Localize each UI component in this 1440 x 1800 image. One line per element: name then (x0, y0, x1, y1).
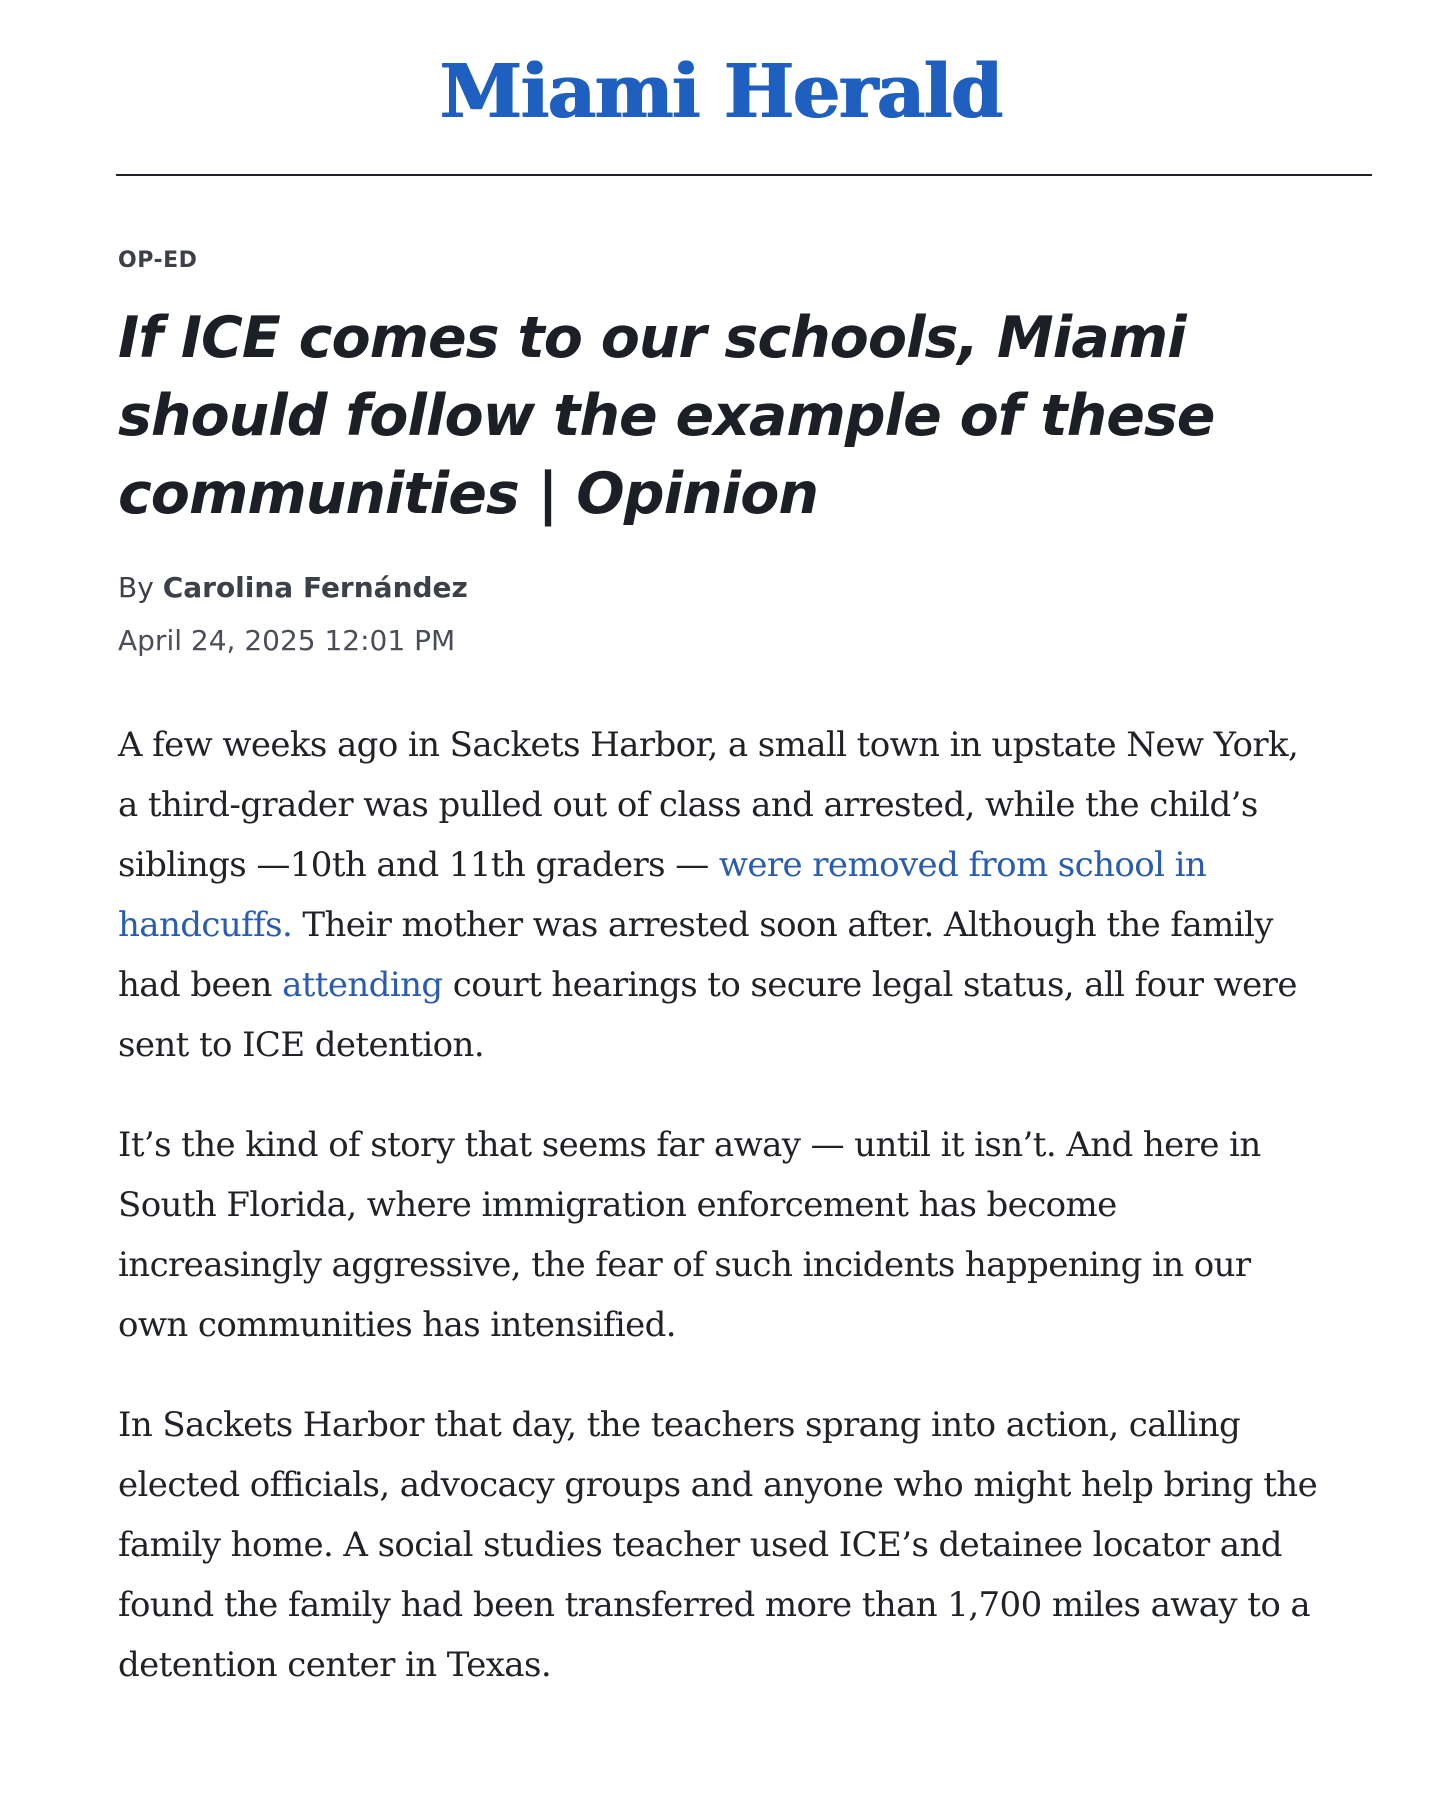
article-paragraph-3: In Sackets Harbor that day, the teachers sprang into action, calling elected officials, advocacy groups and anyone who might help bring the family home. A social studies teacher used ICE’s detainee locator and found the family had been transferred more than 1,700 miles away to a detention center in Texas. (118, 1405, 1318, 1685)
masthead (0, 49, 1440, 135)
article-paragraph-2: It’s the kind of story that seems far away — until it isn’t. And here in South Florida, where immigration enforcement has become increasingly aggressive, the fear of such incidents happening in our own communities has intensified. (118, 1125, 1261, 1345)
section-label[interactable]: OP-ED (118, 248, 198, 273)
article-paragraph-1 (118, 715, 1318, 1075)
masthead-divider (116, 174, 1372, 176)
paragraph-1-text-2: Their mother was arrested soon after. Although the family had been (118, 905, 1273, 1005)
link-attending[interactable]: attending (282, 965, 443, 1005)
byline-prefix: By (118, 571, 154, 604)
article-headline: If ICE comes to our schools, Miami should follow the example of these communities | Opinion (118, 305, 1215, 527)
article-body (118, 715, 1348, 1695)
paragraph-1-text-3: court hearings to secure legal status, all four were sent to ICE detention. (118, 965, 1297, 1065)
paragraph-1-text-1: A few weeks ago in Sackets Harbor, a small town in upstate New York, a third-grader was pulled out of class and arrested, while the child’s siblings —10th and 11th graders — (118, 725, 1299, 885)
author-name[interactable]: Carolina Fernández (162, 571, 468, 604)
publish-date: April 24, 2025 12:01 PM (118, 624, 456, 657)
article-container (118, 248, 1348, 1735)
byline (118, 571, 1348, 604)
link-removed-in-handcuffs[interactable]: were removed from school in handcuffs. (118, 845, 1207, 945)
miami-herald-logo[interactable]: Miami Herald (439, 49, 1001, 135)
